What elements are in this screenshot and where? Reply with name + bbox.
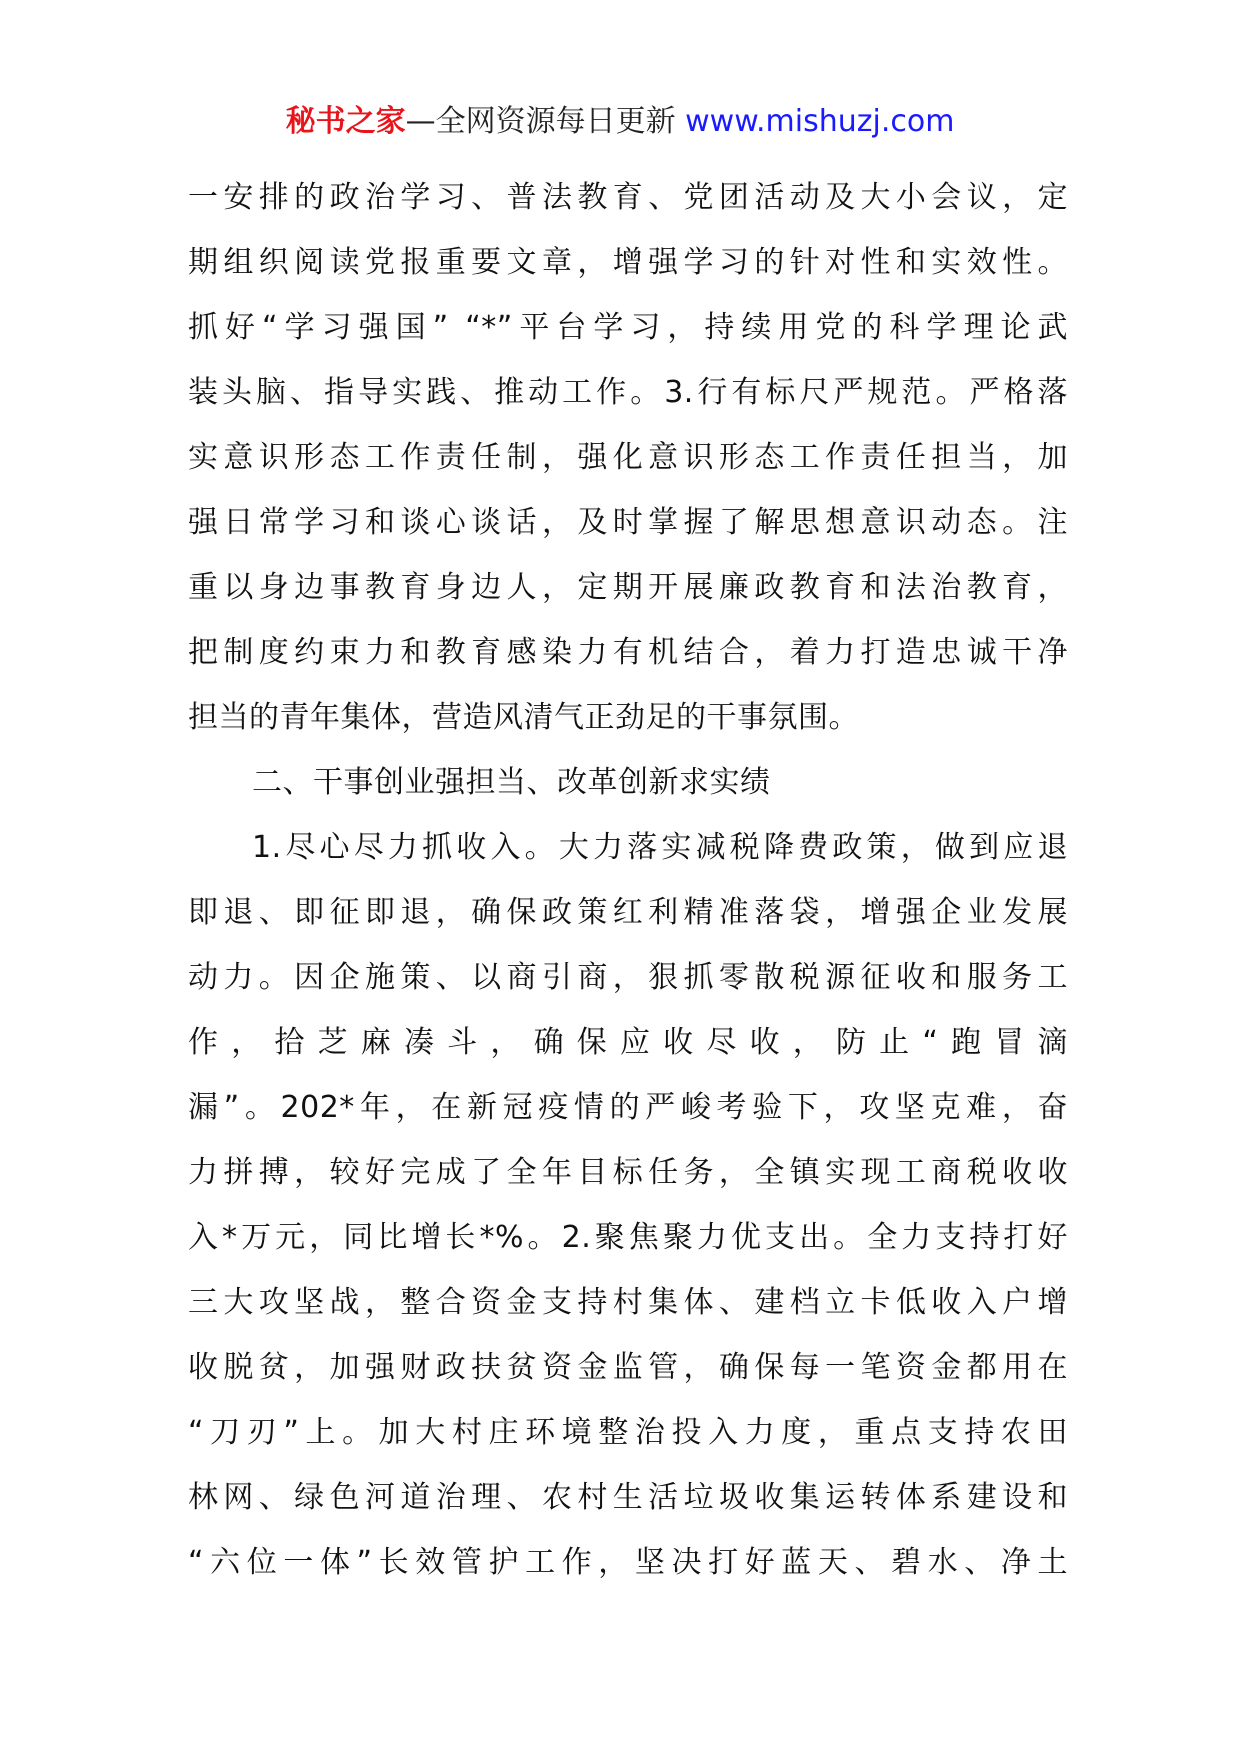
text-line: 漏”。202*年，在新冠疫情的严峻考验下，攻坚克难，奋 xyxy=(188,1090,1068,1125)
text-line: “六位一体”长效管护工作，坚决打好蓝天、碧水、净土 xyxy=(188,1545,1068,1580)
text-line: 三大攻坚战，整合资金支持村集体、建档立卡低收入户增 xyxy=(188,1285,1068,1320)
text-line: 动力。因企施策、以商引商，狠抓零散税源征收和服务工 xyxy=(188,960,1068,995)
text-line: 即退、即征即退，确保政策红利精准落袋，增强企业发展 xyxy=(188,895,1068,930)
site-url-link[interactable]: www.mishuzj.com xyxy=(685,104,955,139)
text-line: 把制度约束力和教育感染力有机结合，着力打造忠诚干净 xyxy=(188,635,1068,670)
text-line: 收脱贫，加强财政扶贫资金监管，确保每一笔资金都用在 xyxy=(188,1350,1068,1385)
text-line: 实意识形态工作责任制，强化意识形态工作责任担当，加 xyxy=(188,440,1068,475)
site-header xyxy=(0,100,1240,144)
text-line: 一安排的政治学习、普法教育、党团活动及大小会议，定 xyxy=(188,180,1068,215)
section-heading: 二、干事创业强担当、改革创新求实绩 xyxy=(252,765,771,800)
text-line: 担当的青年集体，营造风清气正劲足的干事氛围。 xyxy=(188,700,859,735)
text-line: 期组织阅读党报重要文章，增强学习的针对性和实效性。 xyxy=(188,245,1068,280)
text-line: 1.尽心尽力抓收入。大力落实减税降费政策，做到应退 xyxy=(252,830,1068,865)
site-tagline: —全网资源每日更新 xyxy=(405,104,686,139)
text-line: 抓好“学习强国” “*”平台学习，持续用党的科学理论武 xyxy=(188,310,1068,345)
document-body xyxy=(188,165,1068,1595)
site-brand: 秘书之家 xyxy=(285,104,406,139)
text-line: “刀刃”上。加大村庄环境整治投入力度，重点支持农田 xyxy=(188,1415,1068,1450)
text-line: 入*万元，同比增长*%。2.聚焦聚力优支出。全力支持打好 xyxy=(188,1220,1068,1255)
text-line: 装头脑、指导实践、推动工作。3.行有标尺严规范。严格落 xyxy=(188,375,1068,410)
text-line: 作，拾芝麻凑斗，确保应收尽收，防止“跑冒滴 xyxy=(188,1025,1068,1060)
text-line: 强日常学习和谈心谈话，及时掌握了解思想意识动态。注 xyxy=(188,505,1068,540)
text-line: 力拼搏，较好完成了全年目标任务，全镇实现工商税收收 xyxy=(188,1155,1068,1190)
text-line: 重以身边事教育身边人，定期开展廉政教育和法治教育， xyxy=(188,570,1068,605)
text-line: 林网、绿色河道治理、农村生活垃圾收集运转体系建设和 xyxy=(188,1480,1068,1515)
